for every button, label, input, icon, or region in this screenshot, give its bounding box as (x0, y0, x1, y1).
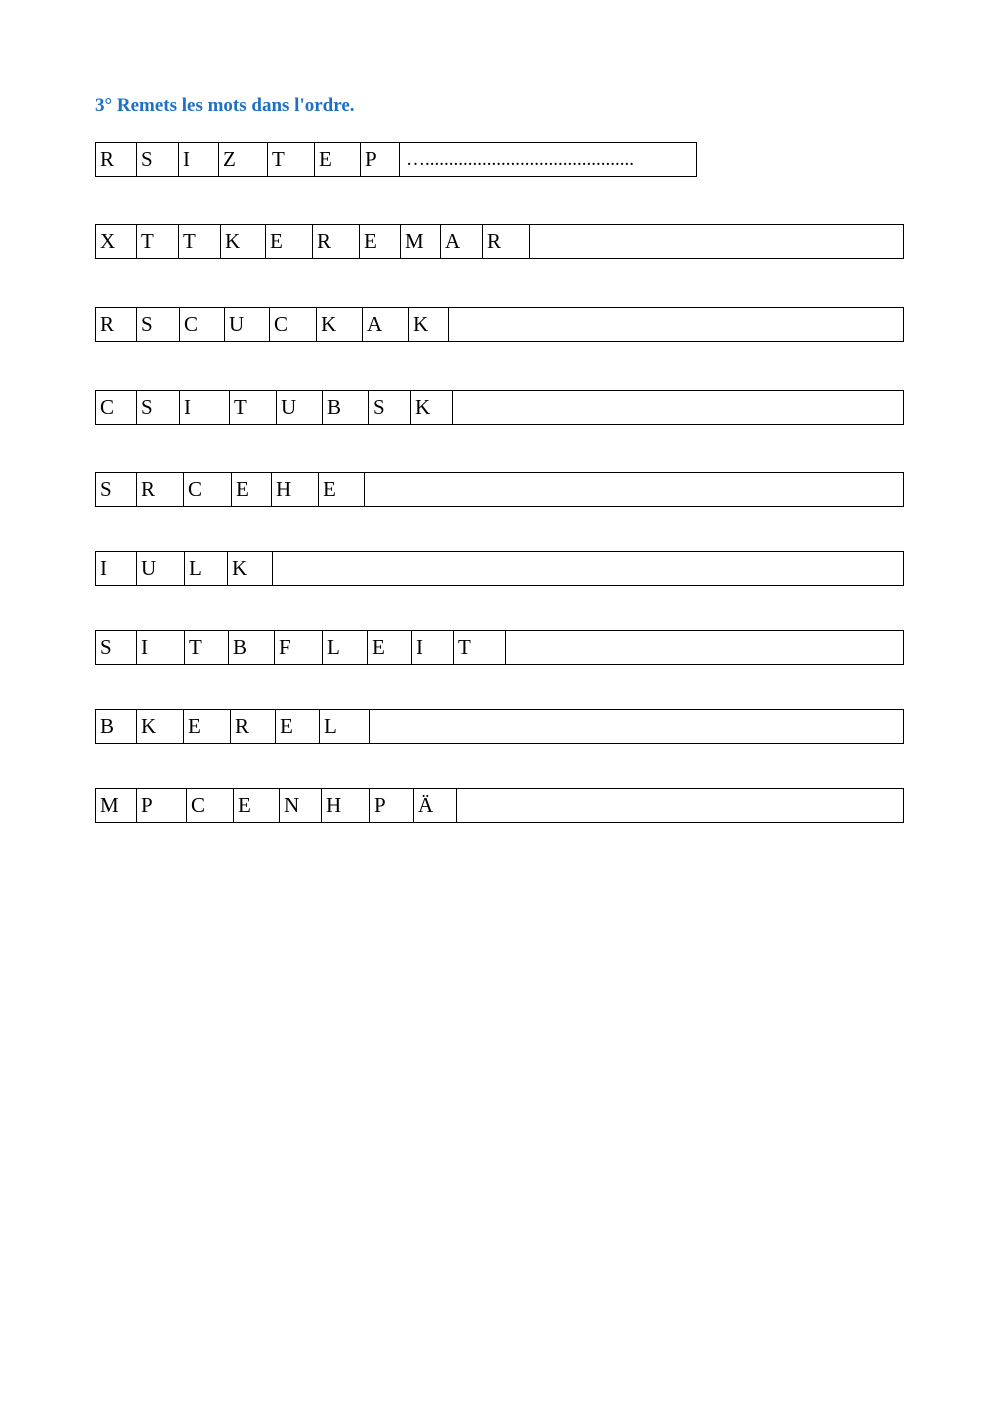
letter-cell: R (96, 308, 137, 341)
word-row-1 (95, 142, 697, 177)
letter-cell: C (184, 473, 232, 506)
letter-cell: R (96, 143, 137, 176)
word-row-6 (95, 551, 904, 586)
letter-cell: S (137, 308, 180, 341)
word-row-7 (95, 630, 904, 665)
letter-cell: E (276, 710, 320, 743)
letter-cell: K (409, 308, 449, 341)
letter-cell: E (234, 789, 280, 822)
letter-cell: S (96, 473, 137, 506)
letter-cell: T (179, 225, 221, 258)
letter-cell: S (96, 631, 137, 664)
answer-field[interactable] (273, 552, 903, 585)
letter-cell: U (225, 308, 270, 341)
letter-cell: I (137, 631, 185, 664)
letter-cell: R (313, 225, 360, 258)
letter-cell: L (320, 710, 370, 743)
letter-cell: T (268, 143, 315, 176)
letter-cell: C (187, 789, 234, 822)
letter-cell: L (185, 552, 228, 585)
answer-field[interactable] (457, 789, 903, 822)
letter-cell: E (266, 225, 313, 258)
letter-cell: T (230, 391, 277, 424)
letter-cell: I (96, 552, 137, 585)
answer-field[interactable] (449, 308, 903, 341)
letter-cell: I (180, 391, 230, 424)
letter-cell: X (96, 225, 137, 258)
letter-cell: R (231, 710, 276, 743)
letter-cell: E (368, 631, 412, 664)
exercise-title: 3° Remets les mots dans l'ordre. (95, 95, 355, 116)
letter-cell: M (401, 225, 441, 258)
letter-cell: S (137, 143, 179, 176)
letter-cell: T (454, 631, 506, 664)
letter-cell: S (369, 391, 411, 424)
letter-cell: K (317, 308, 363, 341)
word-row-8 (95, 709, 904, 744)
letter-cell: T (137, 225, 179, 258)
word-row-4 (95, 390, 904, 425)
letter-cell: I (179, 143, 219, 176)
letter-cell: E (184, 710, 231, 743)
letter-cell: R (483, 225, 530, 258)
letter-cell: S (137, 391, 180, 424)
letter-cell: F (275, 631, 323, 664)
letter-cell: U (137, 552, 185, 585)
letter-cell: K (228, 552, 273, 585)
word-row-9 (95, 788, 904, 823)
word-row-2 (95, 224, 904, 259)
letter-cell: Z (219, 143, 268, 176)
letter-cell: K (411, 391, 453, 424)
letter-cell: A (363, 308, 409, 341)
answer-field[interactable]: …............................................ (406, 149, 634, 170)
letter-cell: Ä (414, 789, 457, 822)
letter-cell: R (137, 473, 184, 506)
letter-cell: E (232, 473, 272, 506)
letter-cell: M (96, 789, 137, 822)
letter-cell: H (272, 473, 319, 506)
letter-cell: K (137, 710, 184, 743)
letter-cell: P (137, 789, 187, 822)
letter-cell: B (323, 391, 369, 424)
letter-cell: P (361, 143, 400, 176)
letter-cell: A (441, 225, 483, 258)
letter-cell: E (315, 143, 361, 176)
answer-field[interactable] (370, 710, 903, 743)
letter-cell: E (319, 473, 365, 506)
letter-cell: E (360, 225, 401, 258)
letter-cell: P (370, 789, 414, 822)
letter-cell: B (96, 710, 137, 743)
letter-cell: C (270, 308, 317, 341)
answer-field[interactable] (506, 631, 903, 664)
letter-cell: L (323, 631, 368, 664)
letter-cell: I (412, 631, 454, 664)
word-row-3 (95, 307, 904, 342)
letter-cell: K (221, 225, 266, 258)
answer-field[interactable] (530, 225, 903, 258)
answer-field[interactable] (365, 473, 903, 506)
letter-cell: T (185, 631, 229, 664)
letter-cell: C (180, 308, 225, 341)
letter-cell: B (229, 631, 275, 664)
letter-cell: U (277, 391, 323, 424)
word-row-5 (95, 472, 904, 507)
letter-cell: C (96, 391, 137, 424)
letter-cell: H (322, 789, 370, 822)
letter-cell: N (280, 789, 322, 822)
answer-field[interactable] (453, 391, 903, 424)
